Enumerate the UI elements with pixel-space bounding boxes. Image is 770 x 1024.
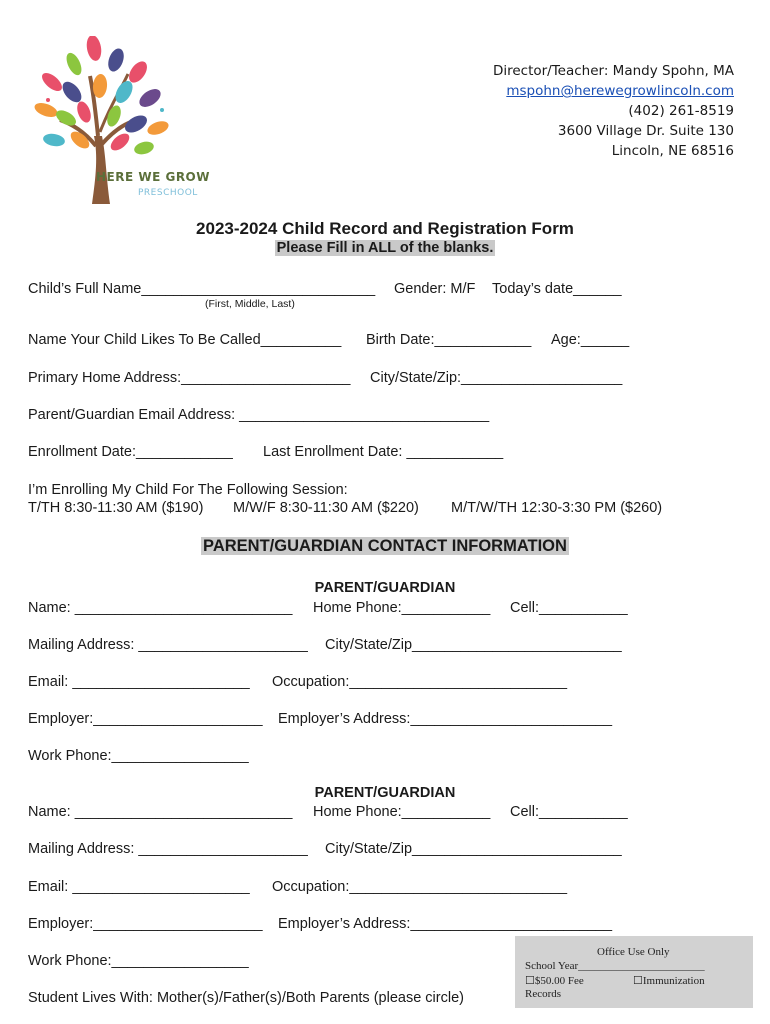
birth-date-field[interactable]: Birth Date:____________ — [366, 332, 532, 348]
office-immunization-checkbox[interactable]: ☐Immunization — [633, 975, 705, 987]
guardian-1-home-phone-field[interactable]: Home Phone:___________ — [313, 600, 491, 616]
session-option-mtwth[interactable]: M/T/W/TH 12:30-3:30 PM ($260) — [451, 500, 663, 516]
office-use-box — [515, 936, 753, 1008]
home-address-field[interactable]: Primary Home Address:_____________________ — [28, 370, 351, 386]
guardian-1-work-phone-field[interactable]: Work Phone:_________________ — [28, 748, 249, 764]
guardian-2-email-field[interactable]: Email: ______________________ — [28, 879, 250, 895]
office-use-title: Office Use Only — [597, 946, 670, 958]
form-title: 2023-2024 Child Record and Registration Form — [196, 219, 574, 238]
form-subtitle: Please Fill in ALL of the blanks. — [276, 240, 494, 256]
gender-field[interactable]: Gender: M/F — [394, 281, 476, 297]
name-hint: (First, Middle, Last) — [205, 298, 295, 310]
guardian-2-occupation-field[interactable]: Occupation:___________________________ — [272, 879, 568, 895]
guardian-1-cell-field[interactable]: Cell:___________ — [510, 600, 628, 616]
guardian-email-field[interactable]: Parent/Guardian Email Address: _______________________________ — [28, 407, 490, 423]
session-option-tth[interactable]: T/TH 8:30-11:30 AM ($190) — [28, 500, 204, 516]
guardian-2-work-phone-field[interactable]: Work Phone:_________________ — [28, 953, 249, 969]
guardian-1-email-field[interactable]: Email: ______________________ — [28, 674, 250, 690]
nickname-field[interactable]: Name Your Child Likes To Be Called__________ — [28, 332, 342, 348]
office-fee-checkbox[interactable]: ☐$50.00 Fee — [525, 975, 584, 987]
guardian-1-city-field[interactable]: City/State/Zip__________________________ — [325, 637, 622, 653]
logo-subtitle: PRESCHOOL — [138, 188, 198, 198]
section-title: PARENT/GUARDIAN CONTACT INFORMATION — [203, 537, 567, 555]
director-line: Director/Teacher: Mandy Spohn, MA — [492, 63, 734, 79]
child-name-field[interactable]: Child’s Full Name_____________________________ — [28, 281, 376, 297]
guardian-1-occupation-field[interactable]: Occupation:___________________________ — [272, 674, 568, 690]
contact-address-2: Lincoln, NE 68516 — [611, 143, 734, 159]
guardian-2-home-phone-field[interactable]: Home Phone:___________ — [313, 804, 491, 820]
guardian-2-mailing-field[interactable]: Mailing Address: _____________________ — [28, 841, 308, 857]
age-field[interactable]: Age:______ — [551, 332, 630, 348]
logo-title: HERE WE GROW — [96, 170, 210, 184]
office-records-label: Records — [525, 988, 562, 1000]
guardian-2-cell-field[interactable]: Cell:___________ — [510, 804, 628, 820]
last-enrollment-field[interactable]: Last Enrollment Date: ____________ — [263, 444, 504, 460]
guardian-2-name-field[interactable]: Name: ___________________________ — [28, 804, 293, 820]
guardian-1-heading: PARENT/GUARDIAN — [314, 580, 456, 596]
guardian-1-name-field[interactable]: Name: ___________________________ — [28, 600, 293, 616]
guardian-2-employer-address-field[interactable]: Employer’s Address:_________________________ — [278, 916, 613, 932]
guardian-1-mailing-field[interactable]: Mailing Address: _____________________ — [28, 637, 308, 653]
guardian-2-employer-field[interactable]: Employer:_____________________ — [28, 916, 263, 932]
guardian-1-employer-field[interactable]: Employer:_____________________ — [28, 711, 263, 727]
guardian-2-city-field[interactable]: City/State/Zip__________________________ — [325, 841, 622, 857]
preschool-logo — [24, 36, 210, 211]
session-option-mwf[interactable]: M/W/F 8:30-11:30 AM ($220) — [233, 500, 419, 516]
guardian-2-heading: PARENT/GUARDIAN — [314, 785, 456, 801]
guardian-1-employer-address-field[interactable]: Employer’s Address:_________________________ — [278, 711, 613, 727]
office-school-year[interactable]: School Year_______________________ — [525, 960, 705, 972]
contact-email-link[interactable]: mspohn@herewegrowlincoln.com — [506, 83, 734, 99]
home-city-field[interactable]: City/State/Zip:____________________ — [370, 370, 623, 386]
todays-date-field[interactable]: Today’s date______ — [492, 281, 622, 297]
contact-block — [493, 61, 734, 161]
enrollment-date-field[interactable]: Enrollment Date:____________ — [28, 444, 233, 460]
tree-icon — [24, 36, 204, 211]
contact-phone: (402) 261-8519 — [628, 103, 734, 119]
session-intro: I’m Enrolling My Child For The Following Session: — [28, 482, 348, 498]
contact-address-1: 3600 Village Dr. Suite 130 — [557, 123, 734, 139]
lives-with-field[interactable]: Student Lives With: Mother(s)/Father(s)/Both Parents (please circle) — [28, 990, 464, 1006]
